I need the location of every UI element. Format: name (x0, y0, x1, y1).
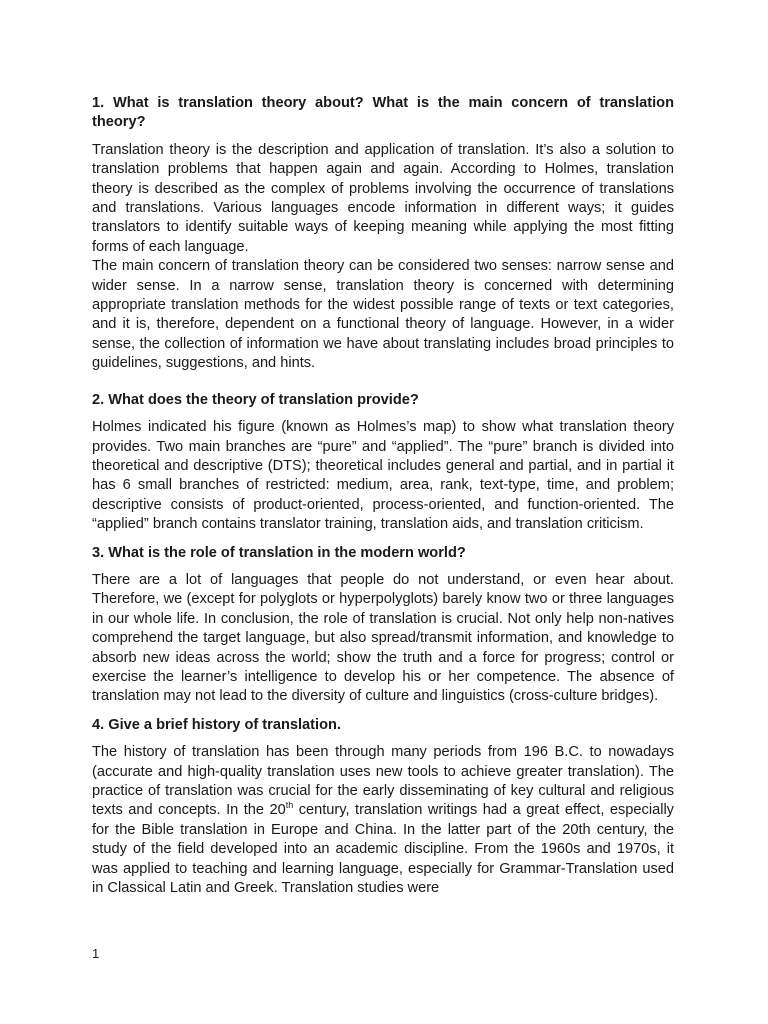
section-4-text-after: century, translation writings had a great effect, especially for the Bible translation in Europe and China. In the latter part of the 20th century, the study of the field developed into an academic discipline. From the 1960s and 1970s, it was applied to teaching and learning language, especially for Grammar-Translation used in Classical Latin and Greek. Translation studies were (92, 802, 674, 897)
section-3-heading: 3. What is the role of translation in the modern world? (92, 544, 466, 561)
document-body (92, 94, 674, 898)
ordinal-superscript: th (285, 800, 294, 811)
section-4-paragraph-1 (92, 743, 674, 898)
section-1-paragraph-1: Translation theory is the description and application of translation. It’s also a solution to translation problems that happen again and again. According to Holmes, translation theory is described as the complex of problems involving the occurrence of translations and translations. Various languages encode information in different ways; it guides translators to identify suitable ways of keeping meaning while applying the most fitting forms of each language. (92, 141, 674, 255)
section-3-paragraph-1: There are a lot of languages that people do not understand, or even hear about. Therefore, we (except for polyglots or hyperpolyglots) barely know two or three languages in our whole life. In conclusion, the role of translation is crucial. Not only help non-natives comprehend the target language, but also spread/transmit information, and knowledge to absorb new ideas across the world; show the truth and a force for progress; control or exercise the learner’s intelligence to develop his or her competence. The absence of translation may not lead to the diversity of culture and linguistics (cross-culture bridges). (92, 571, 674, 705)
section-2-heading: 2. What does the theory of translation provide? (92, 391, 419, 408)
section-4-text-before: The history of translation has been through many periods from 196 B.C. to nowadays (accurate and high-quality translation uses new tools to achieve greater translation). The practice of translation was crucial for the early disseminating of key cultural and religious texts and concepts. In the 20 (92, 744, 674, 819)
page-number: 1 (92, 946, 100, 961)
section-1-paragraph-2: The main concern of translation theory can be considered two senses: narrow sense and wider sense. In a narrow sense, translation theory is concerned with determining appropriate translation methods for the widest possible range of texts or text categories, and it is, therefore, dependent on a functional theory of language. However, in a wider sense, the collection of information we have about translating includes broad principles to guidelines, suggestions, and hints. (92, 258, 674, 372)
section-2-paragraph-1: Holmes indicated his figure (known as Holmes’s map) to show what translation theory provides. Two main branches are “pure” and “applied”. The “pure” branch is divided into theoretical and descriptive (DTS); theoretical includes general and partial, and in partial it has 6 small branches of restricted: medium, area, rank, text-type, time, and problem; descriptive consists of product-oriented, process-oriented, and function-oriented. The “applied” branch contains translator training, translation aids, and translation criticism. (92, 419, 674, 533)
section-4-heading: 4. Give a brief history of translation. (92, 716, 341, 733)
section-1-heading: 1. What is translation theory about? What is the main concern of translation theory? (92, 95, 674, 131)
